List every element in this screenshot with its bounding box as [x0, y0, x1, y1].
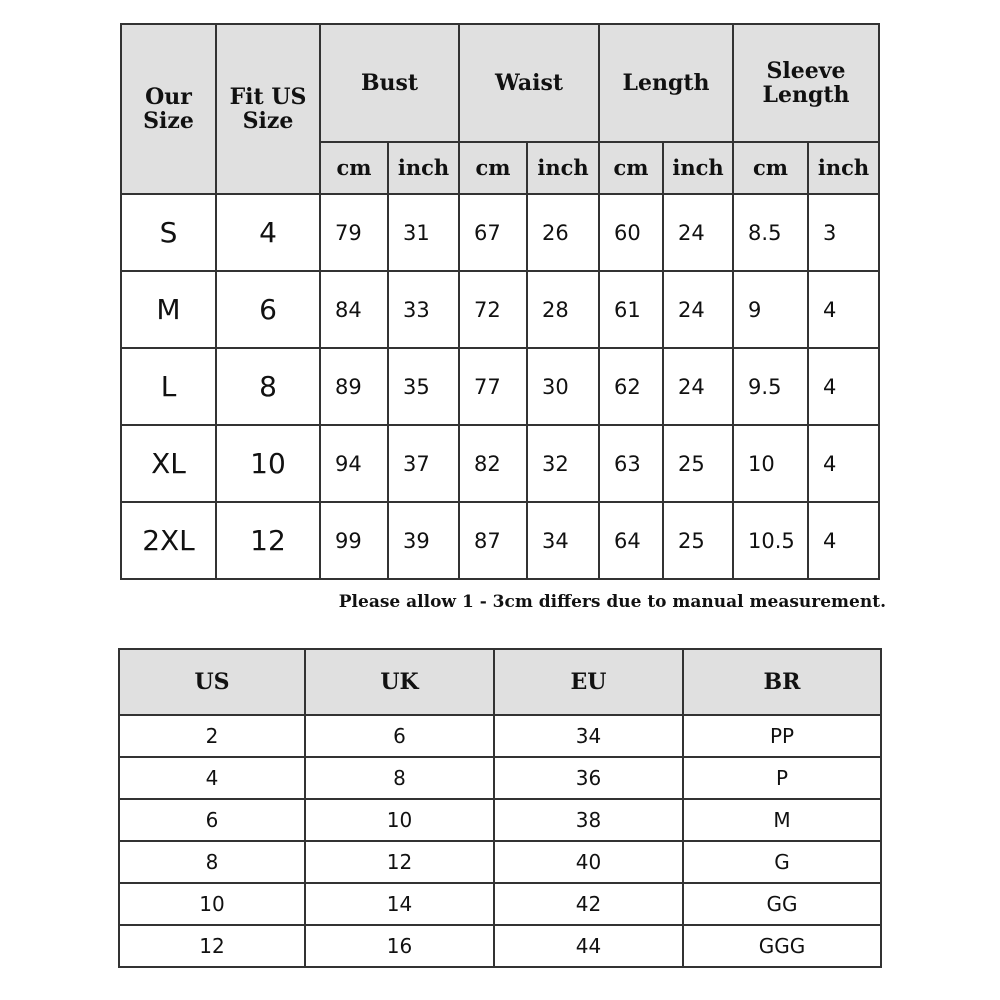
cell-waist-cm: 77: [459, 348, 527, 425]
cell-waist-inch: 28: [527, 271, 599, 348]
cell-waist-cm: 82: [459, 425, 527, 502]
cell-length-cm: 61: [599, 271, 663, 348]
cell-length-inch: 24: [663, 194, 733, 271]
cell-eu: 42: [494, 883, 683, 925]
size-conversion-table: [118, 648, 882, 968]
header-bust: Bust: [320, 24, 459, 142]
header-length: Length: [599, 24, 733, 142]
cell-br: M: [683, 799, 881, 841]
cell-length-inch: 25: [663, 425, 733, 502]
cell-sleeve-inch: 4: [808, 348, 879, 425]
cell-our-size: M: [121, 271, 216, 348]
table-row: [121, 425, 879, 502]
cell-bust-inch: 33: [388, 271, 459, 348]
unit-cm: cm: [320, 142, 388, 194]
cell-eu: 44: [494, 925, 683, 967]
cell-sleeve-cm: 9.5: [733, 348, 808, 425]
cell-waist-inch: 30: [527, 348, 599, 425]
cell-br: P: [683, 757, 881, 799]
table-row: [119, 757, 881, 799]
header-eu: EU: [494, 649, 683, 715]
header-us: US: [119, 649, 305, 715]
header-fit-us-size: Fit US Size: [216, 24, 320, 194]
cell-sleeve-cm: 10: [733, 425, 808, 502]
cell-us: 6: [119, 799, 305, 841]
header-sleeve-length: Sleeve Length: [733, 24, 879, 142]
unit-cm: cm: [733, 142, 808, 194]
unit-cm: cm: [459, 142, 527, 194]
cell-uk: 12: [305, 841, 494, 883]
cell-us: 2: [119, 715, 305, 757]
cell-bust-cm: 99: [320, 502, 388, 579]
cell-sleeve-cm: 8.5: [733, 194, 808, 271]
unit-inch: inch: [388, 142, 459, 194]
cell-our-size: 2XL: [121, 502, 216, 579]
cell-bust-inch: 31: [388, 194, 459, 271]
cell-eu: 36: [494, 757, 683, 799]
table-row: [121, 348, 879, 425]
table-row: [119, 925, 881, 967]
cell-br: GG: [683, 883, 881, 925]
cell-length-cm: 60: [599, 194, 663, 271]
cell-eu: 34: [494, 715, 683, 757]
cell-bust-cm: 94: [320, 425, 388, 502]
cell-waist-inch: 32: [527, 425, 599, 502]
cell-our-size: XL: [121, 425, 216, 502]
header-waist: Waist: [459, 24, 599, 142]
header-br: BR: [683, 649, 881, 715]
cell-waist-inch: 26: [527, 194, 599, 271]
cell-us: 12: [119, 925, 305, 967]
cell-length-inch: 24: [663, 271, 733, 348]
cell-waist-cm: 67: [459, 194, 527, 271]
cell-br: GGG: [683, 925, 881, 967]
cell-uk: 14: [305, 883, 494, 925]
cell-us: 10: [119, 883, 305, 925]
cell-our-size: S: [121, 194, 216, 271]
cell-us: 8: [119, 841, 305, 883]
cell-eu: 40: [494, 841, 683, 883]
cell-fit-us-size: 12: [216, 502, 320, 579]
cell-fit-us-size: 10: [216, 425, 320, 502]
unit-inch: inch: [527, 142, 599, 194]
cell-bust-cm: 84: [320, 271, 388, 348]
cell-fit-us-size: 8: [216, 348, 320, 425]
cell-length-cm: 64: [599, 502, 663, 579]
unit-inch: inch: [663, 142, 733, 194]
size-chart-table: [120, 23, 880, 580]
cell-length-cm: 62: [599, 348, 663, 425]
cell-waist-inch: 34: [527, 502, 599, 579]
cell-sleeve-cm: 10.5: [733, 502, 808, 579]
cell-waist-cm: 72: [459, 271, 527, 348]
cell-sleeve-inch: 4: [808, 425, 879, 502]
size-chart-header-row: [121, 24, 879, 142]
table-row: [121, 194, 879, 271]
cell-bust-cm: 79: [320, 194, 388, 271]
cell-our-size: L: [121, 348, 216, 425]
cell-uk: 10: [305, 799, 494, 841]
table-row: [119, 841, 881, 883]
unit-inch: inch: [808, 142, 879, 194]
measurement-note: Please allow 1 - 3cm differs due to manual measurement.: [338, 592, 886, 612]
cell-length-inch: 25: [663, 502, 733, 579]
cell-length-cm: 63: [599, 425, 663, 502]
cell-sleeve-inch: 4: [808, 271, 879, 348]
cell-uk: 16: [305, 925, 494, 967]
table-row: [121, 271, 879, 348]
cell-sleeve-cm: 9: [733, 271, 808, 348]
cell-fit-us-size: 6: [216, 271, 320, 348]
table-row: [119, 883, 881, 925]
table-row: [119, 715, 881, 757]
cell-waist-cm: 87: [459, 502, 527, 579]
cell-uk: 8: [305, 757, 494, 799]
cell-fit-us-size: 4: [216, 194, 320, 271]
cell-bust-inch: 37: [388, 425, 459, 502]
cell-br: G: [683, 841, 881, 883]
conversion-header-row: [119, 649, 881, 715]
unit-cm: cm: [599, 142, 663, 194]
cell-sleeve-inch: 3: [808, 194, 879, 271]
cell-sleeve-inch: 4: [808, 502, 879, 579]
header-our-size: Our Size: [121, 24, 216, 194]
cell-bust-cm: 89: [320, 348, 388, 425]
cell-uk: 6: [305, 715, 494, 757]
cell-bust-inch: 35: [388, 348, 459, 425]
table-row: [119, 799, 881, 841]
cell-eu: 38: [494, 799, 683, 841]
cell-br: PP: [683, 715, 881, 757]
cell-bust-inch: 39: [388, 502, 459, 579]
table-row: [121, 502, 879, 579]
cell-length-inch: 24: [663, 348, 733, 425]
header-uk: UK: [305, 649, 494, 715]
cell-us: 4: [119, 757, 305, 799]
